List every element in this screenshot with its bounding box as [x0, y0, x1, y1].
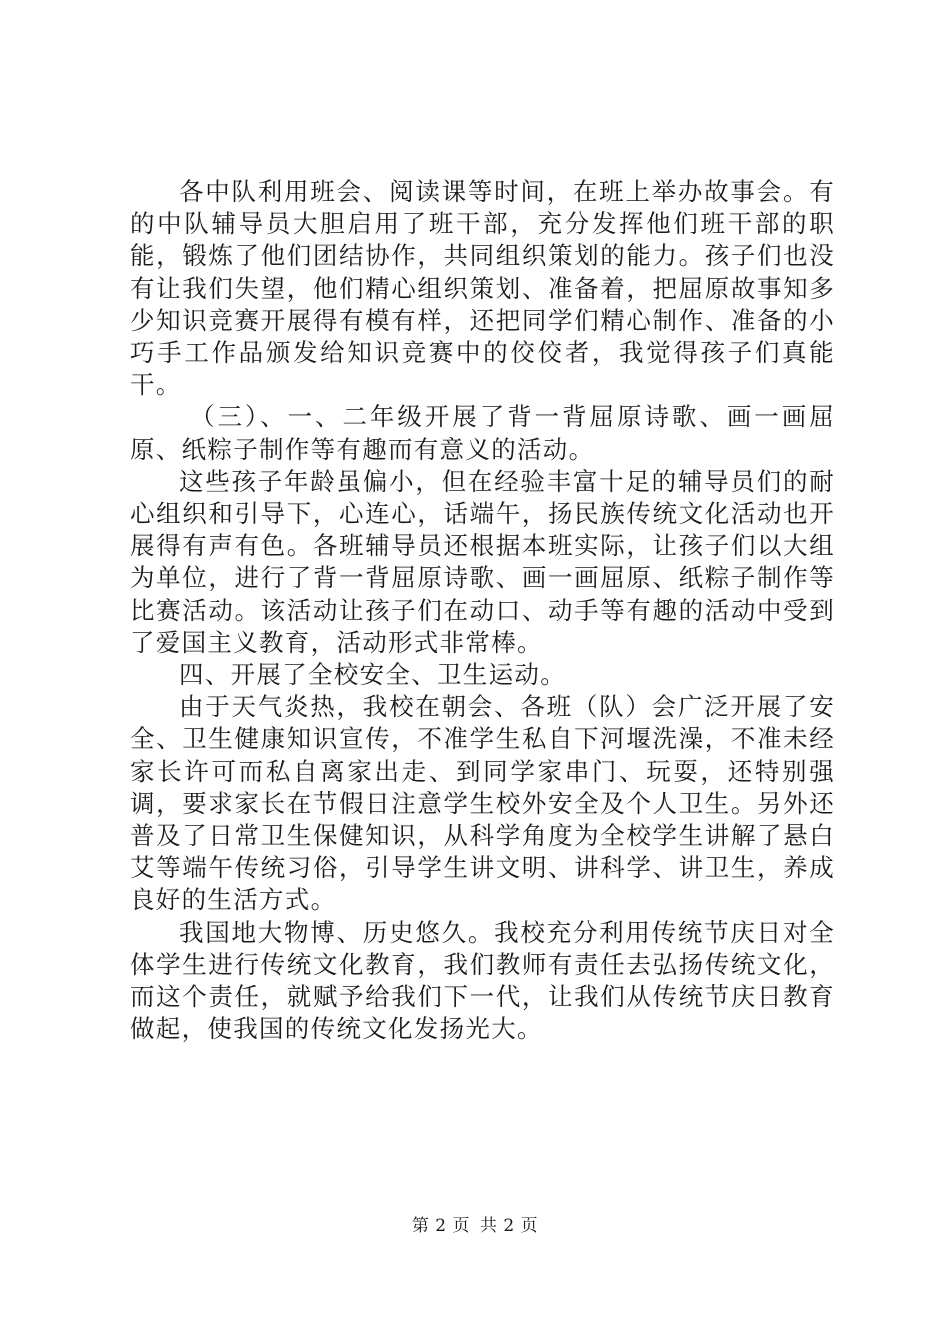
paragraph-conclusion: 我国地大物博、历史悠久。我校充分利用传统节庆日对全体学生进行传统文化教育，我们教师有责任去弘扬传统文化，而这个责任，就赋予给我们下一代，让我们从传统节庆日教育做起，使我国的传统文化发扬光大。 [130, 917, 835, 1044]
page-footer [0, 1216, 950, 1236]
paragraph-story-meeting: 各中队利用班会、阅读课等时间，在班上举办故事会。有的中队辅导员大胆启用了班干部，充分发挥他们班干部的职能，锻炼了他们团结协作，共同组织策划的能力。孩子们也没有让我们失望，他们精心组织策划、准备着，把屈原故事知多少知识竞赛开展得有模有样，还把同学们精心制作、准备的小巧手工作品颁发给知识竞赛中的佼佼者，我觉得孩子们真能干。 [130, 177, 835, 400]
paragraph-young-children: 这些孩子年龄虽偏小，但在经验丰富十足的辅导员们的耐心组织和引导下，心连心，话端午，扬民族传统文化活动也开展得有声有色。各班辅导员还根据本班实际，让孩子们以大组为单位，进行了背一背屈原诗歌、画一画屈原、纸粽子制作等比赛活动。该活动让孩子们在动口、动手等有趣的活动中受到了爱国主义教育，活动形式非常棒。 [130, 466, 835, 657]
total-pages: 共 2 页 [480, 1216, 539, 1236]
paragraph-safety-hygiene: 由于天气炎热，我校在朝会、各班（队）会广泛开展了安全、卫生健康知识宣传，不准学生私自下河堰洗澡，不准未经家长许可而私自离家出走、到同学家串门、玩耍，还特别强调，要求家长在节假日注意学生校外安全及个人卫生。另外还普及了日常卫生保健知识，从科学角度为全校学生讲解了悬白艾等端午传统习俗，引导学生讲文明、讲科学、讲卫生，养成良好的生活方式。 [130, 692, 835, 915]
paragraph-section-four-heading: 四、开展了全校安全、卫生运动。 [179, 660, 566, 690]
page-number: 第 2 页 [411, 1216, 470, 1236]
document-body [130, 176, 835, 1045]
paragraph-section-three-heading: （三）、一、二年级开展了背一背屈原诗歌、画一画屈原、纸粽子制作等有趣而有意义的活动。 [130, 402, 835, 464]
